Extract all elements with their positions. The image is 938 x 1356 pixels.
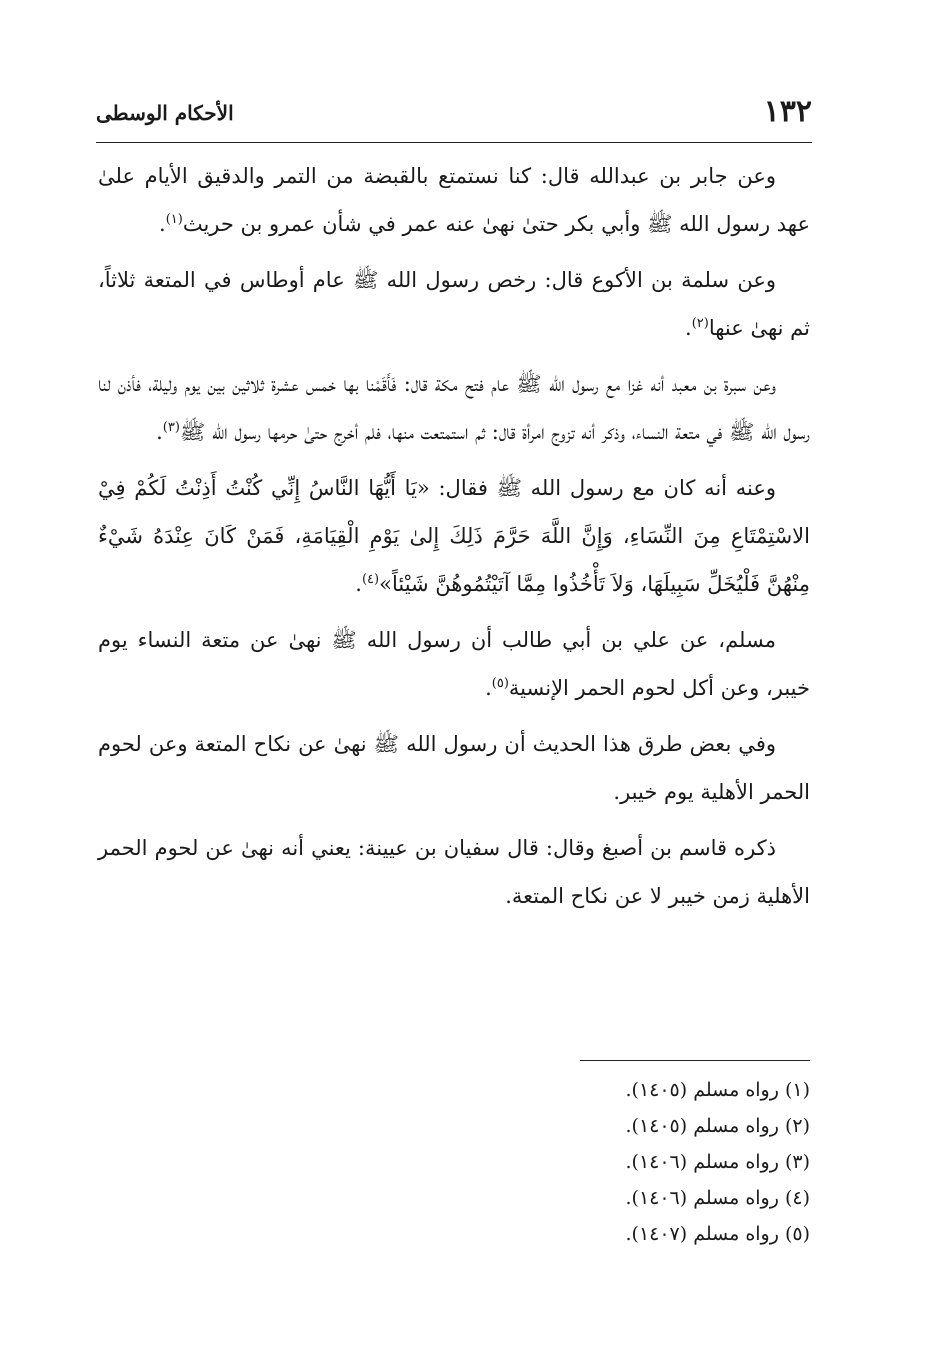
footnote-ref-3: (٣) bbox=[162, 420, 180, 435]
paragraph-3: وعن سبرة بن معبد أنه غزا مع رسول الله ﷺ عام فتح مكة قال: فَأَقَمْنا بها خمس عشرة ثلاثين بين يوم وليلة، فأذن لنا رسول الله ﷺ في متعة النساء، وذكر أنه تزوج امرأة قال: ثم استمتعت منها، فلم أخرج حتىٰ حرمها رسول الله ﷺ$^{(٣)}$. bbox=[98, 372, 810, 444]
paragraph-text: وعنه أنه كان مع رسول الله ﷺ فقال: «يَا أَيُّهَا النَّاسُ إِنِّي كُنْتُ أَذِنْتُ لَكُمْ فِيْ الاسْتِمْتَاعِ مِنَ النِّسَاءِ، وَإِنَّ اللَّهَ حَرَّمَ ذَلِكَ إِلىٰ يَوْمِ الْقِيَامَةِ، فَمَنْ كَانَ عِنْدَهُ شَيْءٌ مِنْهُنَّ فَلْيُخَلِّ سَبِيلَهَا، وَلاَ تَأْخُذُوا مِمَّا آتَيْتُمُوهُنَّ شَيْئاً» bbox=[98, 476, 810, 596]
footnote-3: (٣) رواه مسلم (١٤٠٦). bbox=[625, 1151, 810, 1173]
paragraph-text: مسلم، عن علي بن أبي طالب أن رسول الله ﷺ نهىٰ عن متعة النساء يوم خيبر، وعن أكل لحوم الحمر الإنسية bbox=[98, 628, 810, 700]
footnote-5: (٥) رواه مسلم (١٤٠٧). bbox=[625, 1223, 810, 1245]
paragraph-4: وعنه أنه كان مع رسول الله ﷺ فقال: «يَا أَيُّهَا النَّاسُ إِنِّي كُنْتُ أَذِنْتُ لَكُمْ فِيْ الاسْتِمْتَاعِ مِنَ النِّسَاءِ، وَإِنَّ اللَّهَ حَرَّمَ ذَلِكَ إِلىٰ يَوْمِ الْقِيَامَةِ، فَمَنْ كَانَ عِنْدَهُ شَيْءٌ مِنْهُنَّ فَلْيُخَلِّ سَبِيلَهَا، وَلاَ تَأْخُذُوا مِمَّا آتَيْتُمُوهُنَّ شَيْئاً»$^{(٤)}$. bbox=[98, 476, 810, 596]
footnote-4: (٤) رواه مسلم (١٤٠٦). bbox=[625, 1187, 810, 1209]
footnote-ref-1: (١) bbox=[165, 212, 183, 227]
paragraph-1: وعن جابر بن عبدالله قال: كنا نستمتع بالقبضة من التمر والدقيق الأيام علىٰ عهد رسول الله ﷺ وأبي بكر حتىٰ نهىٰ عنه عمر في شأن عمرو بن حريث$^{(١)}$. bbox=[98, 164, 810, 236]
paragraph-7 bbox=[98, 824, 810, 920]
paragraph-6 bbox=[98, 720, 810, 816]
paragraph-text: وفي بعض طرق هذا الحديث أن رسول الله ﷺ نهىٰ عن نكاح المتعة وعن لحوم الحمر الأهلية يوم خيبر. bbox=[98, 732, 810, 804]
paragraph-text: وعن جابر بن عبدالله قال: كنا نستمتع بالقبضة من التمر والدقيق الأيام علىٰ عهد رسول الله ﷺ وأبي بكر حتىٰ نهىٰ عنه عمر في شأن عمرو بن حريث bbox=[98, 164, 810, 236]
footnote-ref-2: (٢) bbox=[691, 316, 709, 331]
footnote-ref-4: (٤) bbox=[361, 572, 380, 587]
paragraph-2: وعن سلمة بن الأكوع قال: رخص رسول الله ﷺ عام أوطاس في المتعة ثلاثاً، ثم نهىٰ عنها$^{(٢)}$. bbox=[98, 268, 810, 340]
paragraph-text: ذكره قاسم بن أصبغ وقال: قال سفيان بن عيينة: يعني أنه نهىٰ عن لحوم الحمر الأهلية زمن خيبر لا عن نكاح المتعة. bbox=[98, 836, 810, 908]
page-header bbox=[96, 92, 812, 136]
paragraph-text: وعن سلمة بن الأكوع قال: رخص رسول الله ﷺ عام أوطاس في المتعة ثلاثاً، ثم نهىٰ عنها bbox=[98, 268, 810, 340]
footnotes bbox=[410, 1072, 810, 1252]
paragraph-text: وعن سبرة بن معبد أنه غزا مع رسول الله ﷺ عام فتح مكة قال: فَأَقَمْنا بها خمس عشرة ثلاثين بين يوم وليلة، فأذن لنا رسول الله ﷺ في متعة النساء، وذكر أنه تزوج امرأة قال: ثم استمتعت منها، فلم أخرج حتىٰ حرمها رسول الله ﷺ bbox=[98, 372, 810, 444]
paragraph-5: مسلم، عن علي بن أبي طالب أن رسول الله ﷺ نهىٰ عن متعة النساء يوم خيبر، وعن أكل لحوم الحمر الإنسية$^{(٥)}$. bbox=[98, 628, 810, 700]
footnote-rule bbox=[580, 1060, 810, 1061]
main-text bbox=[98, 152, 810, 928]
footnote-ref-5: (٥) bbox=[491, 676, 509, 691]
page-number: ١٣٢ bbox=[763, 94, 812, 129]
footnote-1: (١) رواه مسلم (١٤٠٥). bbox=[625, 1079, 810, 1101]
footnote-2: (٢) رواه مسلم (١٤٠٥). bbox=[625, 1115, 810, 1137]
header-rule bbox=[96, 142, 812, 143]
running-title: الأحكام الوسطى bbox=[96, 101, 234, 125]
